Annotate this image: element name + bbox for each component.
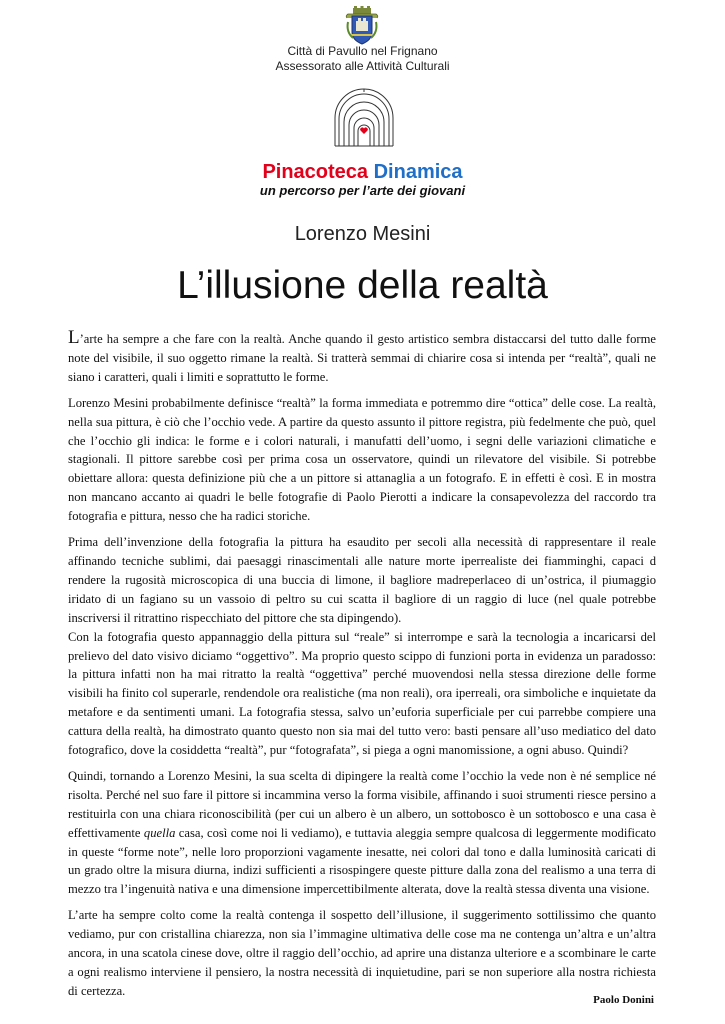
- brand-word-pinacoteca: Pinacoteca: [262, 161, 369, 183]
- author-signature: Paolo Donini: [593, 994, 654, 1006]
- brand-tagline: un percorso per l’arte dei giovani: [259, 183, 466, 198]
- brand-word-dinamica: Dinamica: [373, 161, 463, 183]
- paragraph-2: Lorenzo Mesini probabilmente definisce “realtà” la forma immediata e potremmo dire “ottica” delle cose. La realtà, nella sua pittura, è ciò che l’occhio vede. A partire da questo assunto il pittore registra, più fedelmente che può, quel che l’occhio gli indica: le forme e i colori naturali, i manufatti dell’uomo, i segni delle variazioni climatiche e stagionali. Il pittore sarebbe così per prima cosa un osservatore, quindi un rilevatore del visibile. Si potrebbe obiettare allora: questa definizione più che a un pittore si attanaglia a un fotografo. E in effetti è così. E in mostra non mancano accanto ai quadri le belle fotografie di Paolo Pierotti a indicare la consapevolezza del raccordo tra fotografia e pittura, nesso che ha radici storiche.: [68, 395, 656, 524]
- paragraph-3: Prima dell’invenzione della fotografia la pittura ha esaudito per secoli alla necessità di rappresentare il reale affinando tecniche sublimi, dai paesaggi rinascimentali alle nature morte iperrealiste dei fiamminghi, capaci d rendere la rugosità microscopica di una buccia di limone, il bagliore madreperlaceo di un’ostrica, il piumaggio iridato di un fagiano su un vassoio di peltro su cui scatta il bagliore di un raggio di luce (nel quale potrebbe inscriversi il ritrattino rispecchiato del pittore che sta dipingendo).: [68, 535, 656, 625]
- paragraph-5-emphasis: quella: [143, 825, 176, 840]
- department-name: Assessorato alle Attività Culturali: [275, 59, 450, 73]
- document-title: L’illusione della realtà: [177, 264, 548, 307]
- artist-name: Lorenzo Mesini: [294, 223, 431, 245]
- paragraph-5: [68, 767, 656, 899]
- article-body: [68, 327, 656, 1001]
- paragraph-1: [68, 327, 656, 387]
- paragraph-5-text-a: Quindi, tornando a Lorenzo Mesini, la sua scelta di dipingere la realtà come l’occhio la vede non è né semplice né risolta. Perché nel suo fare il pittore si incammina verso la forma visibile, affinando i suoi strumenti riesce persino a restituirla con una chiara riconoscibilità (per cui un albero è un albero, un sottobosco è un sottobosco e una casa è effettivamente: [68, 768, 656, 840]
- city-name: Città di Pavullo nel Frignano: [287, 44, 438, 58]
- coat-of-arms-icon: [344, 6, 380, 46]
- paragraph-6: L’arte ha sempre colto come la realtà contenga il sospetto dell’illusione, il suggerimento sottilissimo che quanto vediamo, pur con cristallina chiarezza, non sia l’immagine ultimativa delle cose ma ne contenga un’altra e un’altra ancora, in una scatola cinese dove, oltre il raggio dell’occhio, ad aprire una distanza ulteriore e a scombinare le carte a ogni realismo interviene il pensiero, la nostra necessità di inquietudine, pari se non superiore alla nostra richiesta di certezza.: [68, 908, 656, 998]
- arches-logo-icon: [333, 88, 395, 148]
- drop-cap: L: [68, 327, 80, 348]
- brand-name: [0, 160, 725, 184]
- paragraph-4: Con la fotografia questo appannaggio della pittura sul “reale” si interrompe e sarà la tecnologia a incaricarsi del prelievo del dato visivo diciamo “oggettivo”. Ma proprio questo scippo di funzioni porta in evidenza un paradosso: la pittura infatti non ha mai ritratto la realtà “oggettiva” perché muovendosi nella stessa direzione delle forme visibili ha finito col superarle, rendendole ora realistiche (ma non reali), ora iperreali, ora simboliche e inquietate da metafore e da sentimenti umani. La fotografia stessa, salvo un’euforia superficiale per cui parrebbe compiere una cattura della realtà, ha dimostrato quanto questo non sia mai del tutto vero: basti pensare all’uso mediatico del dato fotografico, dove la cosiddetta “realtà”, pur “fotografata”, si piega a ogni manomissione, a ogni abuso. Quindi?: [68, 629, 656, 758]
- paragraph-5-text-b: casa, così come noi li vediamo), e tuttavia aleggia sempre qualcosa di leggermente modificato in queste “forme note”, nelle loro proporzioni vagamente inesatte, nei colori dal tono e dalla luminosità caricati di un grado oltre la misura diurna, indizi sufficienti a risospingere queste pitture dalla zona del realismo a una terra di mezzo tra l’ingenuità nativa e una dimensione impercettibilmente alterata, dove la realtà stessa diventa una visione.: [68, 825, 656, 897]
- paragraph-1-text: ’arte ha sempre a che fare con la realtà. Anche quando il gesto artistico sembra distaccarsi del tutto dalle forme note del visibile, il suo oggetto rimane la realtà. Si tratterà semmai di chiarire cosa si intenda per “realtà”, quali ne siano i caratteri, quali i limiti e soprattutto le forme.: [68, 332, 656, 384]
